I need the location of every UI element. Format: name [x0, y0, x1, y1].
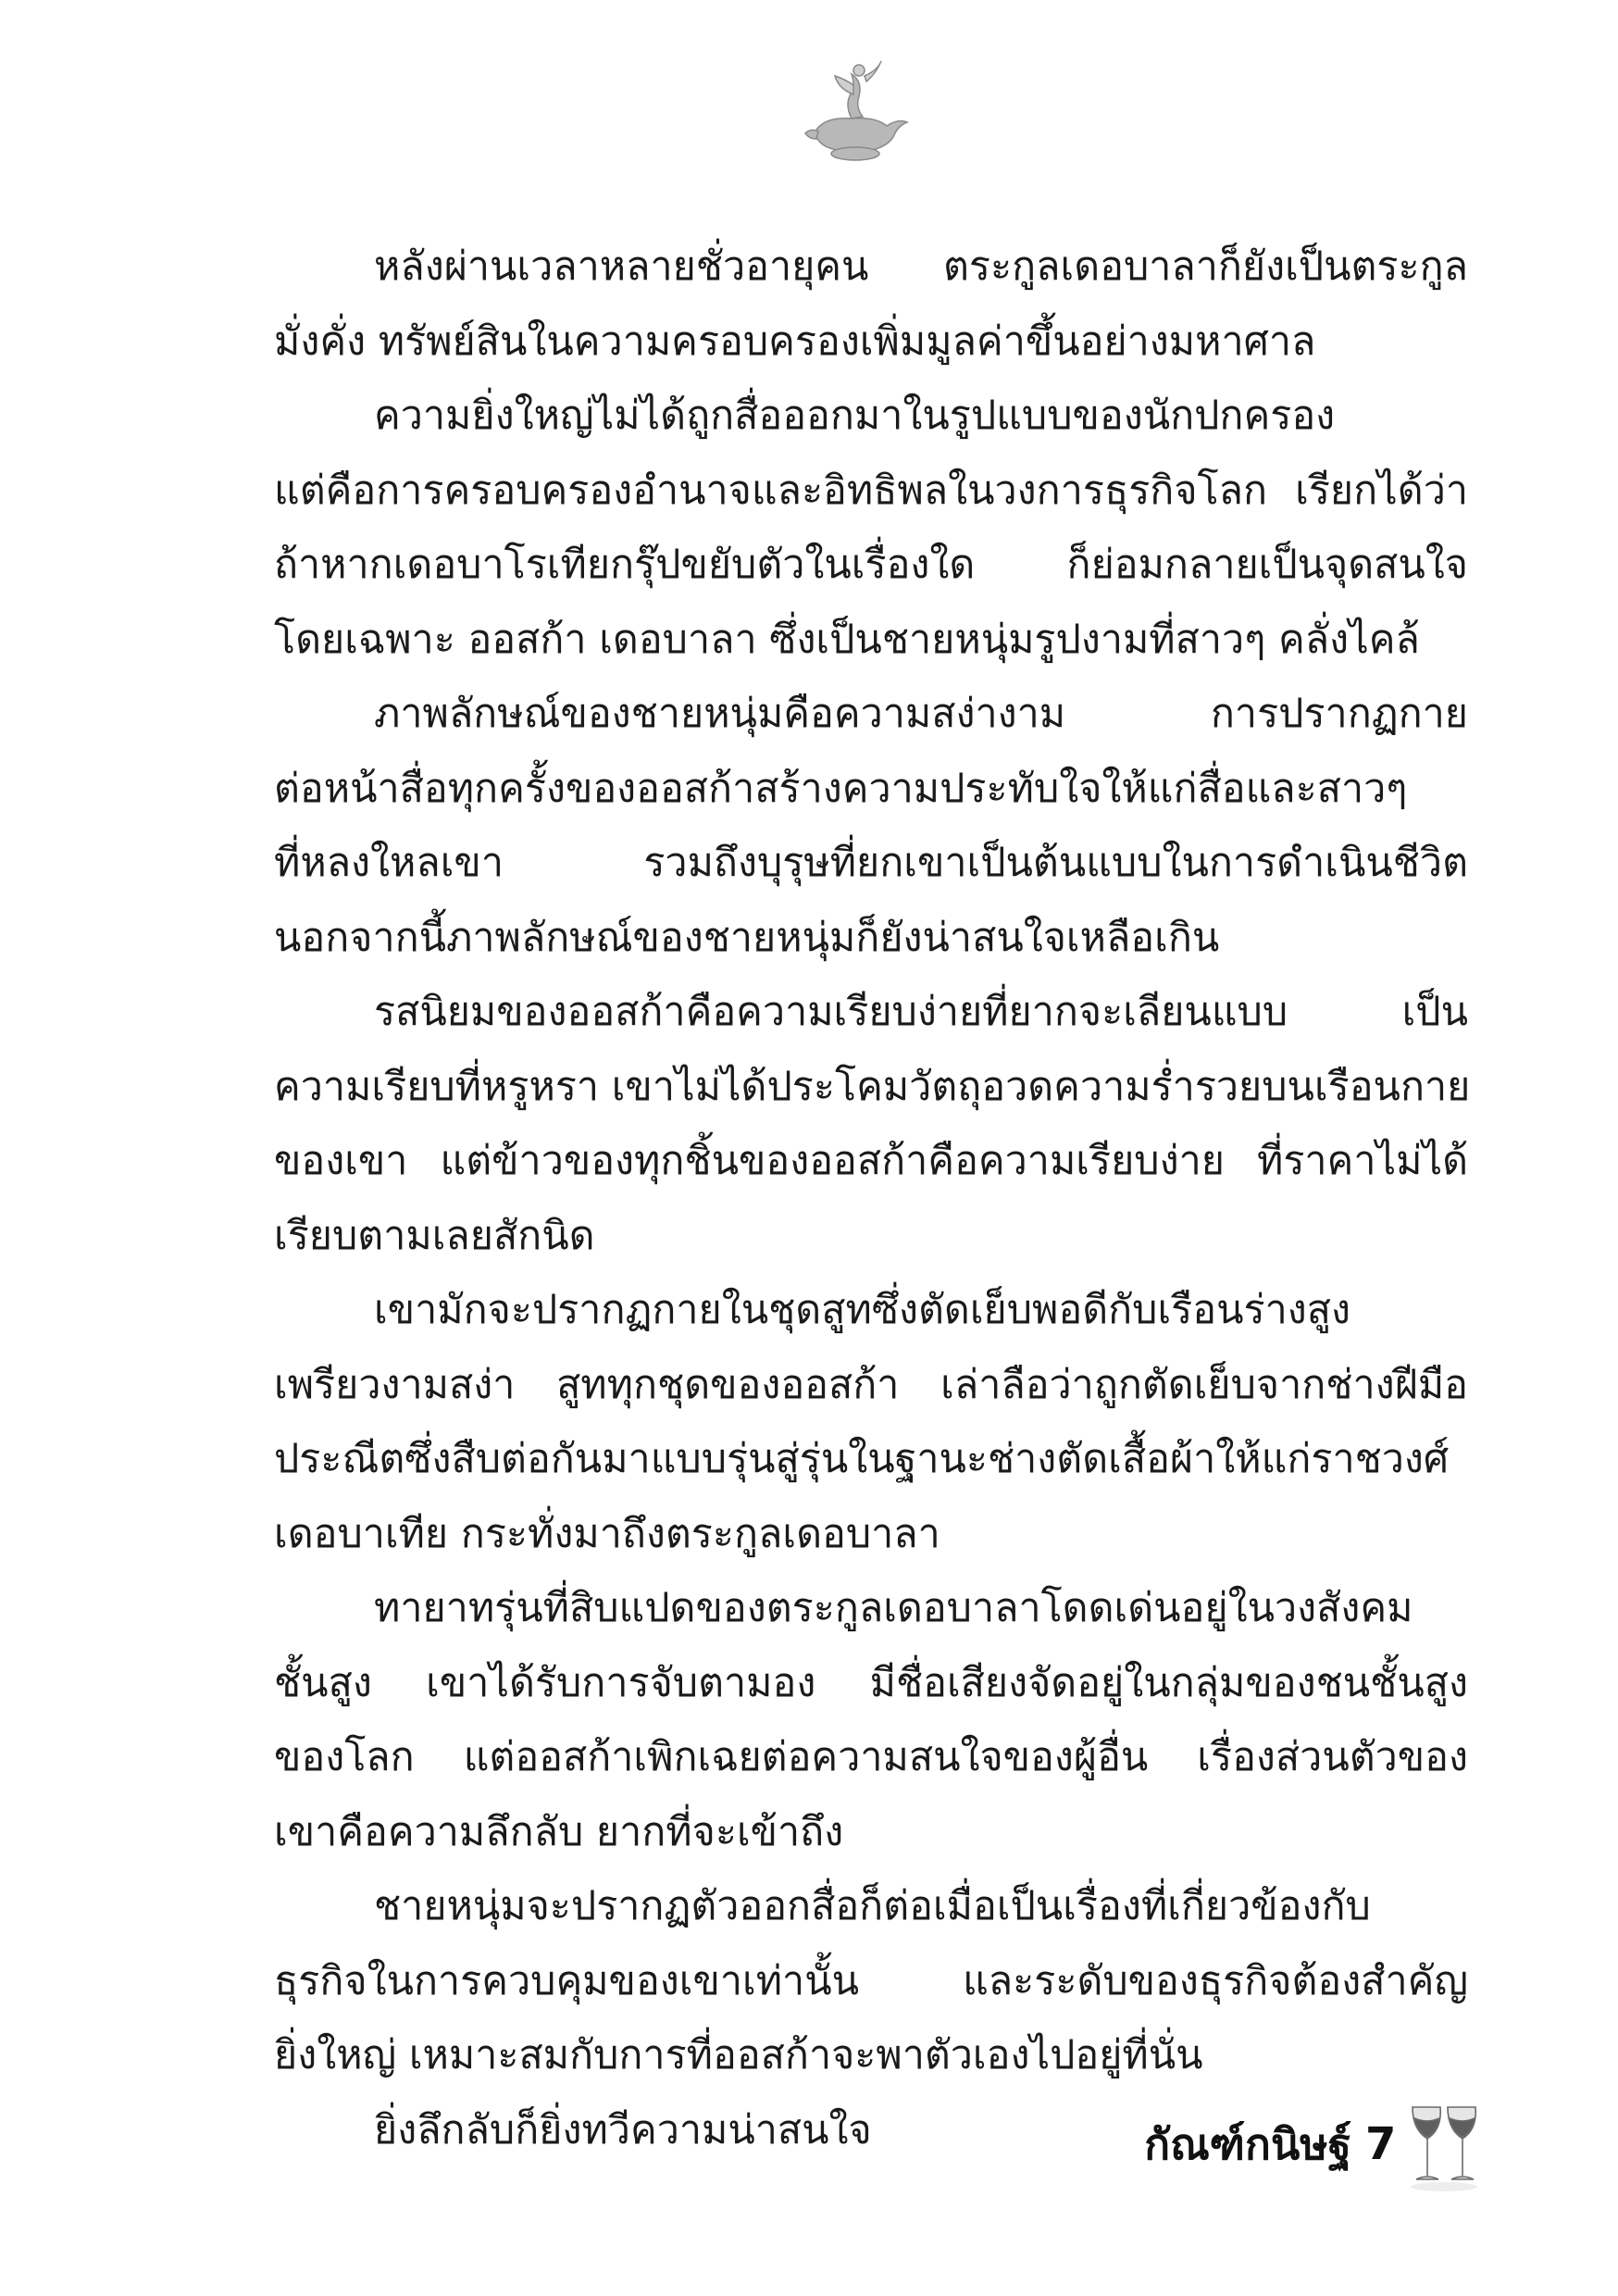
paragraph — [274, 379, 1468, 677]
text-line: ต่อหน้าสื่อทุกครั้งของออสก้าสร้างความประทับใจให้แก่สื่อและสาวๆ — [274, 765, 1408, 812]
page-footer — [1018, 2098, 1537, 2200]
text-line: ชายหนุ่มจะปรากฏตัวออกสื่อก็ต่อเมื่อเป็นเรื่องที่เกี่ยวข้องกับ — [374, 1883, 1371, 1929]
book-title: กัณฑ์กนิษฐ์ — [1144, 2119, 1351, 2169]
text-line: ภาพลักษณ์ของชายหนุ่มคือความสง่างาม การปรากฏกาย — [374, 691, 1468, 737]
text-line: เพรียวงามสง่า สูททุกชุดของออสก้า เล่าลือว่าถูกตัดเย็บจากช่างฝีมือ — [274, 1361, 1468, 1408]
text-line: ยิ่งใหญ่ เหมาะสมกับการที่ออสก้าจะพาตัวเองไปอยู่ที่นั่น — [274, 2032, 1203, 2078]
text-line: ประณีตซึ่งสืบต่อกันมาแบบรุ่นสู่รุ่นในฐานะช่างตัดเสื้อผ้าให้แก่ราชวงศ์ — [274, 1436, 1450, 1482]
text-line: ของเขา แต่ข้าวของทุกชิ้นของออสก้าคือความเรียบง่าย ที่ราคาไม่ได้ — [274, 1138, 1468, 1184]
text-line: นอกจากนี้ภาพลักษณ์ของชายหนุ่มก็ยังน่าสนใจเหลือเกิน — [274, 914, 1220, 961]
text-line: ชั้นสูง เขาได้รับการจับตามอง มีชื่อเสียงจัดอยู่ในกลุ่มของชนชั้นสูง — [274, 1659, 1468, 1706]
text-line: เรียบตามเลยสักนิด — [274, 1212, 595, 1259]
text-line: เขาคือความลึกลับ ยากที่จะเข้าถึง — [274, 1808, 844, 1855]
text-line: เดอบาเทีย กระทั่งมาถึงตระกูลเดอบาลา — [274, 1510, 940, 1557]
page-number: 7 — [1365, 2118, 1397, 2170]
wine-glasses-icon — [1407, 2102, 1481, 2194]
paragraph — [274, 1273, 1468, 1571]
text-line: ที่หลงใหลเขา รวมถึงบุรุษที่ยกเขาเป็นต้นแบบในการดำเนินชีวิต — [274, 840, 1468, 886]
text-line: ยิ่งลึกลับก็ยิ่งทวีความน่าสนใจ — [374, 2106, 872, 2153]
paragraph — [274, 1571, 1468, 1869]
text-line: หลังผ่านเวลาหลายชั่วอายุคน ตระกูลเดอบาลาก็ยังเป็นตระกูล — [374, 243, 1468, 290]
paragraph — [274, 975, 1471, 1273]
text-line: ธุรกิจในการควบคุมของเขาเท่านั้น และระดับของธุรกิจต้องสำคัญ — [274, 1957, 1468, 2004]
text-line: ความยิ่งใหญ่ไม่ได้ถูกสื่อออกมาในรูปแบบของนักปกครอง — [374, 393, 1336, 439]
text-line: มั่งคั่ง ทรัพย์สินในความครอบครองเพิ่มมูลค่าขึ้นอย่างมหาศาล — [274, 318, 1316, 365]
paragraph — [274, 677, 1468, 975]
text-line: ถ้าหากเดอบาโรเทียกรุ๊ปขยับตัวในเรื่องใด ก็ย่อมกลายเป็นจุดสนใจ — [274, 542, 1468, 588]
paragraph — [274, 230, 1468, 379]
text-line: แต่คือการครอบครองอำนาจและอิทธิพลในวงการธุรกิจโลก เรียกได้ว่า — [274, 467, 1468, 514]
paragraph — [274, 1869, 1468, 2093]
body-text — [274, 230, 1471, 2167]
text-line: ของโลก แต่ออสก้าเพิกเฉยต่อความสนใจของผู้อื่น เรื่องส่วนตัวของ — [274, 1734, 1468, 1780]
text-line: โดยเฉพาะ ออสก้า เดอบาลา ซึ่งเป็นชายหนุ่มรูปงามที่สาวๆ คลั่งไคล้ — [274, 616, 1420, 663]
text-line: ความเรียบที่หรูหรา เขาไม่ได้ประโคมวัตถุอวดความร่ำรวยบนเรือนกาย — [274, 1063, 1471, 1110]
text-line: ทายาทรุ่นที่สิบแปดของตระกูลเดอบาลาโดดเด่นอยู่ในวงสังคม — [374, 1585, 1413, 1631]
genie-lamp-icon — [798, 57, 915, 170]
text-line: รสนิยมของออสก้าคือความเรียบง่ายที่ยากจะเลียนแบบ เป็น — [374, 989, 1468, 1035]
text-line: เขามักจะปรากฏกายในชุดสูทซึ่งตัดเย็บพอดีกับเรือนร่างสูง — [374, 1287, 1350, 1333]
